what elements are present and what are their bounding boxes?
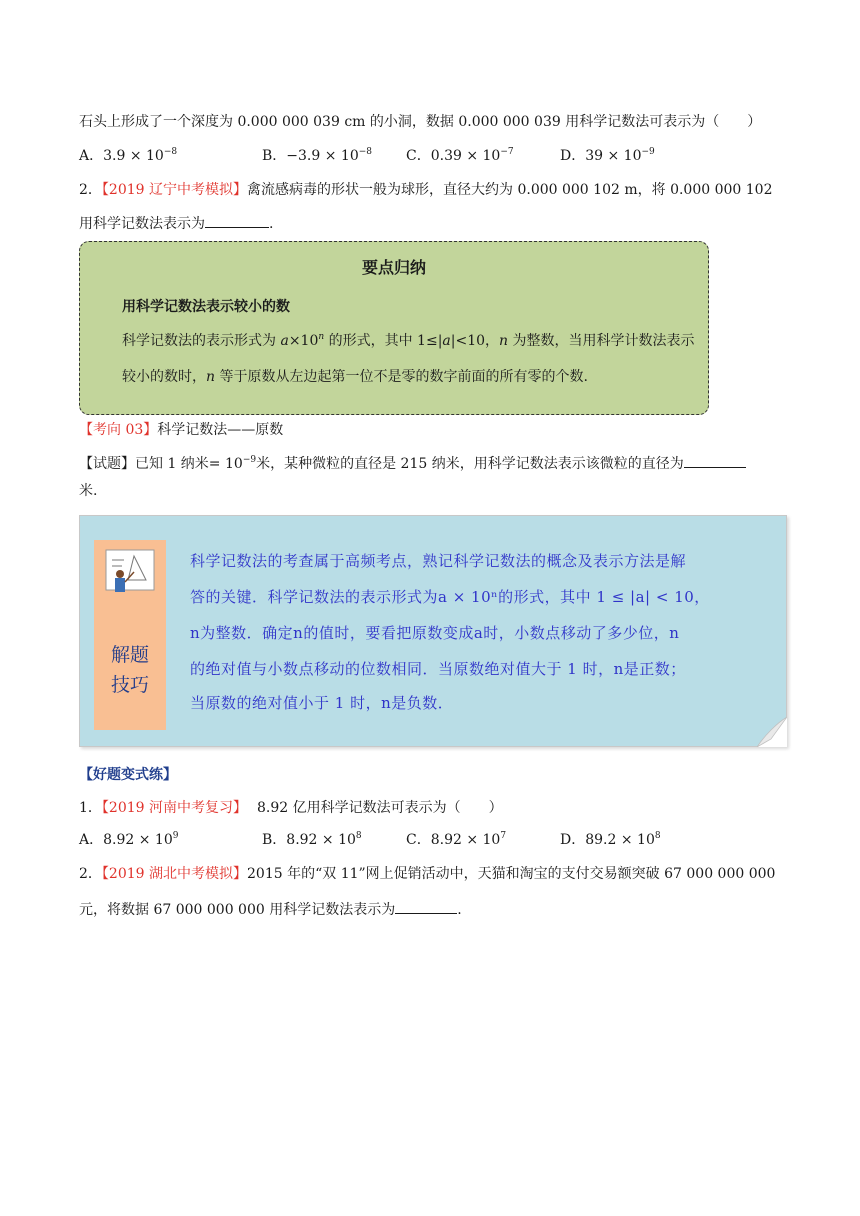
page-curl-icon xyxy=(757,717,787,747)
q1-option-d[interactable]: D．$39 \times 10^{-9}$ xyxy=(560,147,655,164)
practice-q2-line2: 元，将数据 67 000 000 000 用科学记数法表示为 . xyxy=(79,898,462,920)
practice-q1-tag: 【2019 河南中考复习】 xyxy=(101,800,248,816)
answer-blank[interactable] xyxy=(205,212,269,228)
practice-q2-tag: 【2019 湖北中考模拟】 xyxy=(101,866,248,882)
practice-q2-line1: 2．【2019 湖北中考模拟】2015 年的“双 11”网上促销活动中，天猫和淘宝的支付交易额突破 67 000 000 000 xyxy=(79,866,776,882)
tips-side-panel xyxy=(94,540,166,730)
q2-text: 禽流感病毒的形状一般为球形，直径大约为 0.000 000 102 m，将 0.000 000 102 xyxy=(247,182,773,198)
tips-line-3: n为整数．确定n的值时，要看把原数变成a时，小数点移动了多少位，n xyxy=(190,624,680,642)
key-points-title: 要点归纳 xyxy=(361,258,426,277)
key-points-subtitle: 用科学记数法表示较小的数 xyxy=(122,299,290,315)
kaoxiang-heading xyxy=(79,420,283,440)
answer-blank[interactable] xyxy=(395,898,457,914)
tips-label-line2: 技巧 xyxy=(110,674,149,696)
practice-q1-option-c[interactable]: C．$8.92 \times 10^7$ xyxy=(406,831,507,848)
key-points-line2: 较小的数时，n 等于原数从左边起第一位不是零的数字前面的所有零的个数. xyxy=(122,369,588,385)
tips-line-2: 答的关键．科学记数法的表示形式为a × 10ⁿ的形式，其中 1 ≤ |a| < 10， xyxy=(190,588,710,606)
kaoxiang-tag: 【考向 03】 xyxy=(79,422,158,438)
q2-line2: 用科学记数法表示为 . xyxy=(79,212,273,234)
q2-source-tag: 【2019 辽宁中考模拟】 xyxy=(101,182,248,198)
answer-blank[interactable] xyxy=(684,452,746,468)
q2-number: 2． xyxy=(79,182,102,198)
kaoxiang-title: 科学记数法——原数 xyxy=(157,422,284,438)
tips-line-5: 当原数的绝对值小于 1 时，n是负数． xyxy=(190,694,454,712)
practice-heading: 【好题变式练】 xyxy=(79,767,177,783)
q1-text: 石头上形成了一个深度为 0.000 000 039 cm 的小洞，数据 0.000 000 039 用科学记数法可表示为（ ） xyxy=(79,114,762,130)
practice-q1-option-a[interactable]: A．$8.92 \times 10^9$ xyxy=(79,831,179,848)
key-points-box xyxy=(79,241,709,415)
practice-q1-option-d[interactable]: D．$89.2 \times 10^8$ xyxy=(560,831,661,848)
q1-option-b[interactable]: B．$-3.9 \times 10^{-8}$ xyxy=(262,147,373,164)
tips-label-line1: 解题 xyxy=(110,644,149,666)
trial-line2: 米. xyxy=(79,483,98,499)
tips-line-4: 的绝对值与小数点移动的位数相同．当原数绝对值大于 1 时，n是正数； xyxy=(190,660,686,678)
q1-option-a[interactable]: A．$3.9 \times 10^{-8}$ xyxy=(79,147,178,164)
tips-box xyxy=(79,515,787,747)
q1-option-c[interactable]: C．$0.39 \times 10^{-7}$ xyxy=(406,147,514,164)
q2-line1 xyxy=(79,180,773,200)
practice-q1-option-b[interactable]: B．$8.92 \times 10^8$ xyxy=(262,831,362,848)
key-points-line1: 科学记数法的表示形式为 $a\times 10^n$ 的形式，其中 1≤|a|<10，n 为整数，当用科学计数法表示 xyxy=(122,332,695,349)
practice-q1: 1．【2019 河南中考复习】 8.92 亿用科学记数法可表示为（ ） xyxy=(79,800,503,816)
trial-line1: 【试题】已知 1 纳米= $10^{-9}$米，某种微粒的直径是 215 纳米，用科学记数法表示该微粒的直径为 xyxy=(79,452,746,474)
tips-line-1: 科学记数法的考查属于高频考点，熟记科学记数法的概念及表示方法是解 xyxy=(190,552,687,570)
teacher-illustration-icon xyxy=(94,540,166,620)
